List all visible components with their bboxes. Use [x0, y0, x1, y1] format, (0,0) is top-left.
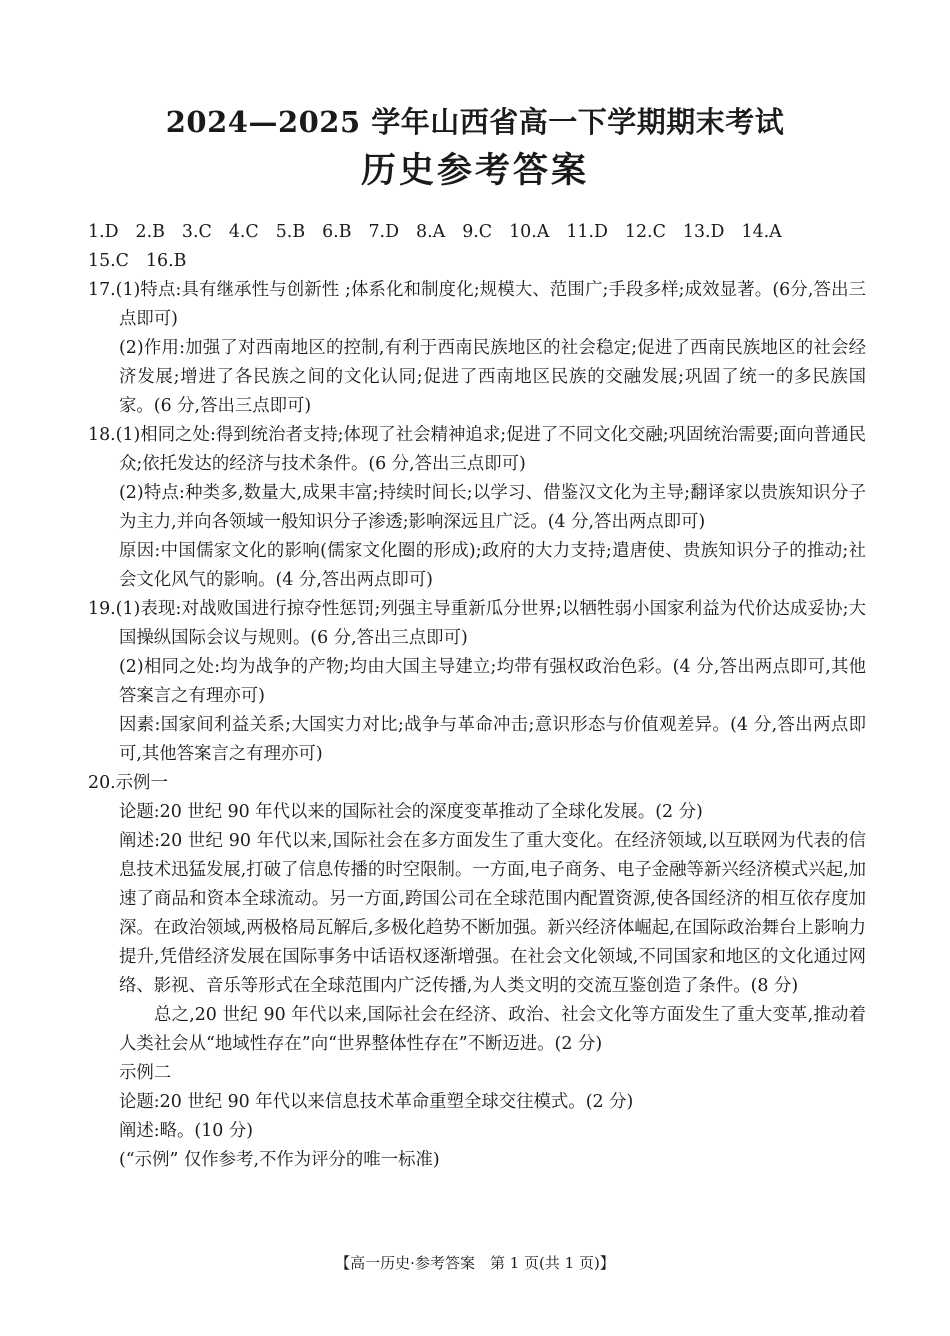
q20-scoring-note: (“示例” 仅作参考,不作为评分的唯一标准) — [119, 1150, 440, 1170]
choice-answer: 6.B — [322, 222, 352, 242]
choice-answers-row-1 — [88, 218, 866, 247]
q18-part2: (2)特点:种类多,数量大,成果丰富;持续时间长;以学习、借鉴汉文化为主导;翻译家以贵族知识分子为主力,并向各领域一般知识分子渗透;影响深远且广泛。(4 分,答出两点即可) — [119, 483, 866, 532]
choice-answer: 3.C — [181, 222, 212, 242]
q18-reasons: 原因:中国儒家文化的影响(儒家文化圈的形成);政府的大力支持;遣唐使、贵族知识分子的推动;社会文化风气的影响。(4 分,答出两点即可) — [119, 541, 866, 590]
choice-answer: 10.A — [509, 222, 550, 242]
choice-answer: 9.C — [462, 222, 493, 242]
choice-answer: 1.D — [88, 222, 119, 242]
answer-key-title: 历史参考答案 — [360, 151, 589, 191]
q18-part1: 18.(1)相同之处:得到统治者支持;体现了社会精神追求;促进了不同文化交融;巩固统治需要;面向普通民众;依托发达的经济与技术条件。(6 分,答出三点即可) — [88, 425, 866, 474]
choice-answer: 15.C — [88, 251, 129, 271]
choice-answer: 14.A — [741, 222, 782, 242]
q19-part2: (2)相同之处:均为战争的产物;均由大国主导建立;均带有强权政治色彩。(4 分,答出两点即可,其他答案言之有理亦可) — [119, 657, 866, 706]
choice-answer: 4.C — [228, 222, 259, 242]
choice-answer: 11.D — [566, 222, 608, 242]
q20-example2-label: 示例二 — [119, 1063, 172, 1083]
choice-answer: 12.C — [624, 222, 666, 242]
q17-part2: (2)作用:加强了对西南地区的控制,有利于西南民族地区的社会稳定;促进了西南民族地区的社会经济发展;增进了各民族之间的文化认同;促进了西南地区民族的交融发展;巩固了统一的多民族国家。(6 分,答出三点即可) — [119, 338, 866, 416]
choice-answer: 7.D — [368, 222, 400, 242]
q19-part1: 19.(1)表现:对战败国进行掠夺性惩罚;列强主导重新瓜分世界;以牺牲弱小国家利益为代价达成妥协;大国操纵国际会议与规则。(6 分,答出三点即可) — [88, 599, 866, 648]
choice-answers-row-2 — [88, 247, 866, 276]
q20-example2-thesis: 论题:20 世纪 90 年代以来信息技术革命重塑全球交往模式。(2 分) — [119, 1092, 634, 1112]
choice-answer: 2.B — [135, 222, 165, 242]
q20-example1-conclusion: 总之,20 世纪 90 年代以来,国际社会在经济、政治、社会文化等方面发生了重大变革,推动着人类社会从“地域性存在”向“世界整体性存在”不断迈进。(2 分) — [119, 1005, 866, 1054]
q20-example1-label: 20.示例一 — [88, 773, 168, 793]
q19-factors: 因素:国家间利益关系;大国实力对比;战争与革命冲击;意识形态与价值观差异。(4 分,答出两点即可,其他答案言之有理亦可) — [119, 715, 866, 764]
choice-answer: 5.B — [275, 222, 306, 242]
q20-example1-thesis: 论题:20 世纪 90 年代以来的国际社会的深度变革推动了全球化发展。(2 分) — [119, 802, 703, 822]
page-footer: 【高一历史·参考答案 第 1 页(共 1 页)】 — [335, 1254, 615, 1272]
answer-content — [88, 218, 866, 1175]
q20-example2-argument: 阐述:略。(10 分) — [119, 1121, 254, 1141]
exam-title: 2024—2025 学年山西省高一下学期期末考试 — [165, 105, 785, 139]
q20-example1-argument: 阐述:20 世纪 90 年代以来,国际社会在多方面发生了重大变化。在经济领域,以互联网为代表的信息技术迅猛发展,打破了信息传播的时空限制。一方面,电子商务、电子金融等新兴经济模式兴起,加速了商品和资本全球流动。另一方面,跨国公司在全球范围内配置资源,使各国经济的相互依存度加深。在政治领域,两极格局瓦解后,多极化趋势不断加强。新兴经济体崛起,在国际政治舞台上影响力提升,凭借经济发展在国际事务中话语权逐渐增强。在社会文化领域,不同国家和地区的文化通过网络、影视、音乐等形式在全球范围内广泛传播,为人类文明的交流互鉴创造了条件。(8 分) — [119, 831, 866, 996]
choice-answer: 16.B — [145, 251, 187, 271]
choice-answer: 8.A — [416, 222, 446, 242]
choice-answer: 13.D — [682, 222, 725, 242]
q17-part1: 17.(1)特点:具有继承性与创新性 ;体系化和制度化;规模大、范围广;手段多样;成效显著。(6分,答出三点即可) — [88, 280, 866, 329]
